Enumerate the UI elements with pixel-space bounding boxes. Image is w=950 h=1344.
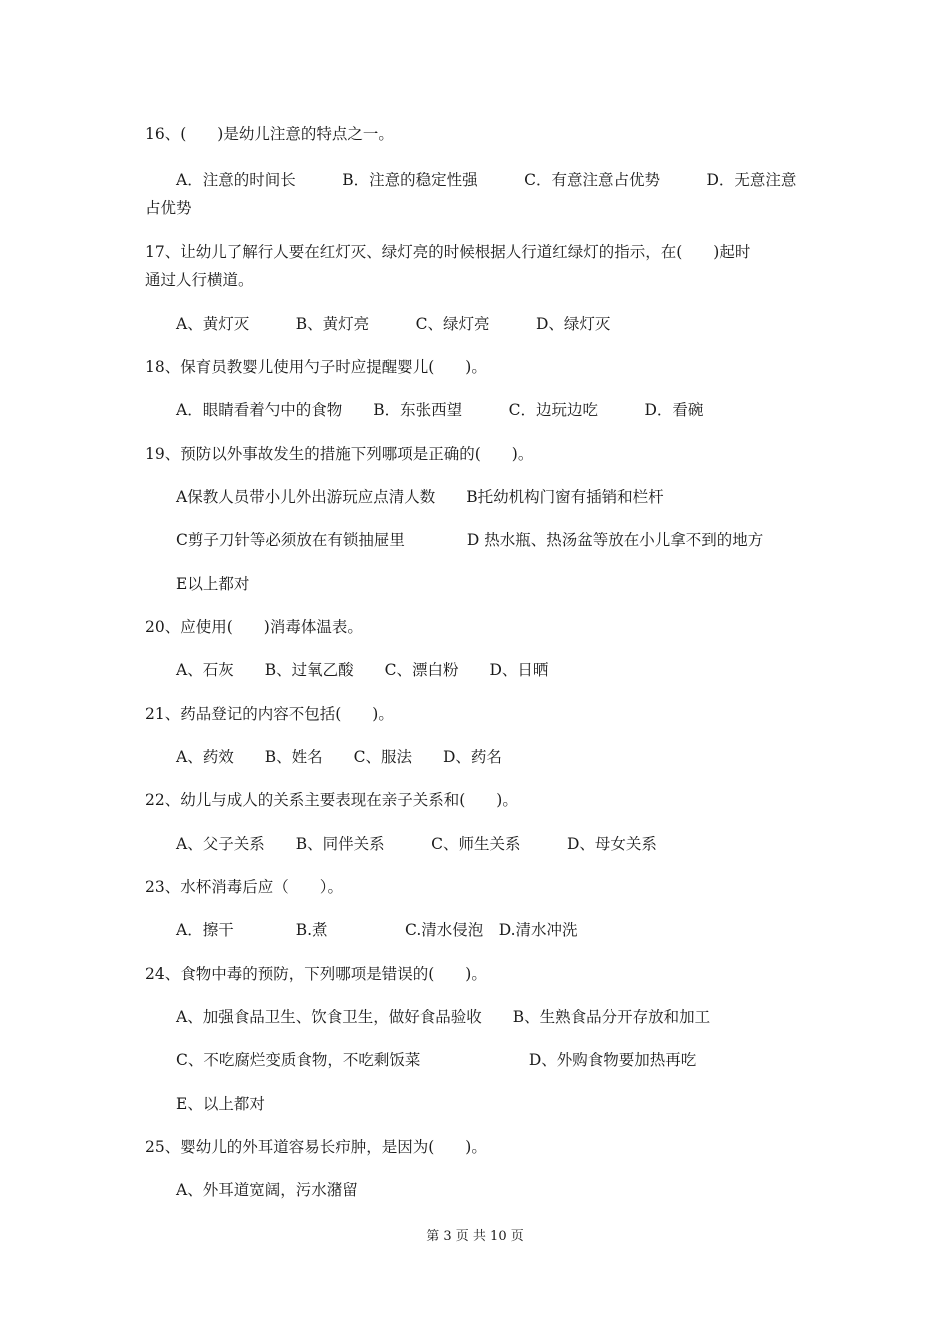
- page-footer: 第 3 页 共 10 页: [426, 1229, 524, 1244]
- question-17-options: A、黄灯灭 B、黄灯亮 C、绿灯亮 D、绿灯灭: [176, 315, 611, 333]
- question-24-option-cd: C、不吃腐烂变质食物，不吃剩饭菜 D、外购食物要加热再吃: [176, 1051, 697, 1069]
- question-20-stem: 20、应使用( )消毒体温表。: [145, 618, 363, 636]
- question-22-stem: 22、幼儿与成人的关系主要表现在亲子关系和( )。: [145, 791, 518, 809]
- question-18-options: A．眼睛看着勺中的食物 B．东张西望 C．边玩边吃 D．看碗: [176, 401, 704, 419]
- question-22-options: A、父子关系 B、同伴关系 C、师生关系 D、母女关系: [176, 835, 657, 853]
- question-16-stem: 16、( )是幼儿注意的特点之一。: [145, 125, 394, 143]
- question-18-stem: 18、保育员教婴儿使用勺子时应提醒婴儿( )。: [145, 358, 487, 376]
- question-17-stem-cont: 通过人行横道。: [145, 271, 254, 289]
- question-24-option-ab: A、加强食品卫生、饮食卫生，做好食品验收 B、生熟食品分开存放和加工: [176, 1008, 711, 1026]
- question-19-stem: 19、预防以外事故发生的措施下列哪项是正确的( )。: [145, 445, 534, 463]
- question-19-option-ab: A保教人员带小儿外出游玩应点清人数 B托幼机构门窗有插销和栏杆: [176, 488, 664, 506]
- question-24-stem: 24、食物中毒的预防，下列哪项是错误的( )。: [145, 965, 487, 983]
- question-24-option-e: E、以上都对: [176, 1095, 265, 1113]
- question-25-stem: 25、婴幼儿的外耳道容易长疖肿，是因为( )。: [145, 1138, 487, 1156]
- question-16-options: A．注意的时间长 B．注意的稳定性强 C．有意注意占优势 D．无意注意: [176, 171, 797, 189]
- question-25-option-a: A、外耳道宽阔，污水潴留: [176, 1181, 358, 1199]
- question-23-options: A．擦干 B.煮 C.清水侵泡 D.清水冲洗: [176, 921, 578, 939]
- question-16-options-cont: 占优势: [145, 199, 192, 217]
- question-19-option-e: E以上都对: [176, 575, 250, 593]
- question-20-options: A、石灰 B、过氧乙酸 C、漂白粉 D、日晒: [176, 661, 549, 679]
- question-21-stem: 21、药品登记的内容不包括( )。: [145, 705, 394, 723]
- question-23-stem: 23、水杯消毒后应（ ）。: [145, 878, 343, 896]
- question-21-options: A、药效 B、姓名 C、服法 D、药名: [176, 748, 502, 766]
- question-19-option-cd: C剪子刀针等必须放在有锁抽屉里 D 热水瓶、热汤盆等放在小儿拿不到的地方: [176, 531, 764, 549]
- question-17-stem: 17、让幼儿了解行人要在红灯灭、绿灯亮的时候根据人行道红绿灯的指示，在( )起时: [145, 243, 751, 261]
